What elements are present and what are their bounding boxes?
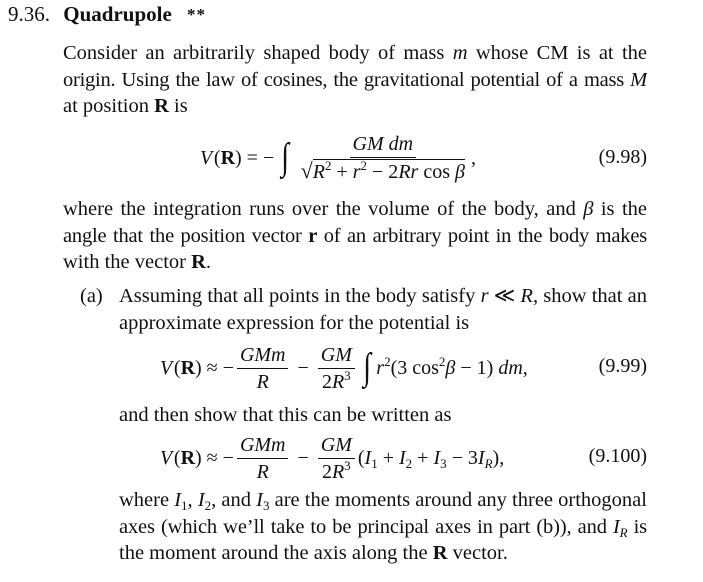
eq98-denominator: $√R^2 + r^2 - 2Rr$ cos β: [300, 158, 465, 183]
equation-9-100: [160, 430, 703, 486]
eq99-frac1-numerator: GMm: [237, 343, 289, 369]
part-a-line-1: Assuming that all points in the body satisfy r ≪ R, show that an: [119, 285, 647, 307]
eq99-fraction-1: [237, 343, 289, 394]
intro-line-1: Consider an arbitrarily shaped body of mass m whose CM is at the: [63, 42, 647, 64]
middle-line-3: with the vector R.: [63, 251, 212, 273]
eq99-lhs: V (R) ≈ −: [160, 356, 234, 379]
integral-sign: ∫: [281, 136, 290, 178]
eq98-numerator: GM dm: [350, 132, 417, 158]
minus-operator: −: [297, 446, 309, 469]
closing-line-2: axes (which we’ll take to be principal axes in part (b)), and $I_R$ is: [119, 515, 647, 540]
eq100-lhs: V (R) ≈ −: [160, 446, 234, 469]
part-a-closing-paragraph: [119, 487, 647, 567]
closing-line-1: where $I_1$, $I_2$, and $I_3$ are the moments around any three orthogonal: [119, 489, 647, 513]
part-a-line-2: approximate expression for the potential is: [119, 311, 470, 334]
part-a-label: (a): [80, 285, 103, 307]
eq98-comma: ,: [470, 146, 476, 169]
problem-number: 9.36.: [8, 2, 50, 26]
part-a-between-text: and then show that this can be written as: [119, 404, 452, 426]
eq100-frac2-numerator: GM: [318, 433, 355, 459]
intro-line-2: origin. Using the law of cosines, the gravitational potential of a mass M: [63, 68, 647, 91]
eq98-lhs: V (R) = −: [200, 146, 275, 169]
eq100-fraction-2: [318, 433, 355, 484]
intro-paragraph: [63, 40, 647, 120]
difficulty-stars: **: [187, 5, 207, 24]
eq99-integrand: $r^2(3$ $\cos^2\beta - 1$) dm,: [376, 353, 528, 379]
eq100-moments-expression: $(I_1 + I_2 + I_3 - 3I_R)$,: [357, 446, 505, 471]
eq100-frac2-denominator: $2R^3$: [321, 457, 351, 483]
minus-operator: −: [297, 356, 309, 379]
closing-line-3: the moment around the axis along the R vector.: [119, 542, 508, 564]
eq100-fraction-1: [237, 433, 289, 484]
eq99-fraction-2: [318, 343, 355, 394]
middle-line-2: angle that the position vector r of an arbitrary point in the body makes: [63, 224, 647, 247]
eq98-fraction: [298, 132, 468, 184]
eq100-frac1-numerator: GMm: [237, 433, 289, 459]
equation-9-99: [160, 340, 703, 396]
equation-number-9-99: (9.99): [598, 355, 647, 377]
problem-heading: [8, 2, 206, 27]
eq99-frac2-denominator: $2R^3$: [321, 367, 351, 393]
eq100-frac1-denominator: R: [256, 460, 269, 483]
problem-title: Quadrupole: [63, 2, 172, 26]
middle-line-1: where the integration runs over the volume of the body, and β is the: [63, 198, 647, 220]
eq99-frac2-numerator: GM: [318, 343, 355, 369]
equation-number-9-100: (9.100): [588, 445, 647, 467]
equation-number-9-98: (9.98): [598, 146, 647, 168]
part-a-paragraph: [119, 283, 647, 336]
intro-line-3: at position R is: [63, 95, 188, 117]
eq99-frac1-denominator: R: [256, 370, 269, 393]
equation-9-98: [200, 128, 703, 188]
integral-sign: ∫: [363, 346, 371, 388]
middle-paragraph: [63, 196, 647, 276]
